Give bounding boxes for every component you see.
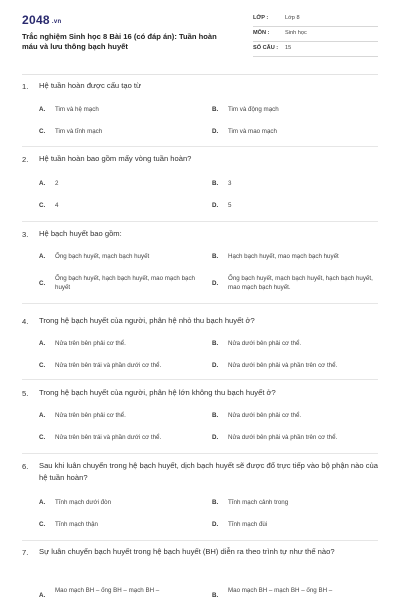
option-text: Tĩnh mạch thận — [55, 521, 98, 528]
option-text: Nửa trên bên trái và phần dưới cơ thể. — [55, 362, 162, 369]
option-text: Nửa dưới bên phải và phần trên cơ thể. — [228, 362, 338, 369]
site-logo[interactable] — [22, 13, 61, 27]
option-text: 5 — [228, 202, 232, 209]
option-text: 3 — [228, 180, 232, 187]
option-text: Nửa trên bên phải cơ thể. — [55, 412, 126, 419]
option-letter: A. — [39, 412, 46, 419]
option-text: Nửa trên bên phải cơ thể. — [55, 340, 126, 347]
option-letter: C. — [39, 521, 46, 528]
option-letter: B. — [212, 412, 219, 419]
question-number: 6. — [22, 462, 29, 471]
option-letter: C. — [39, 128, 46, 135]
option-letter: B. — [212, 253, 219, 260]
option-letter: A. — [39, 180, 46, 187]
logo-text: 2048 — [22, 13, 50, 27]
question-text: Sự luân chuyển bạch huyết trong hệ bạch huyết (BH) diễn ra theo trình tự như thế nào? — [39, 547, 335, 556]
question-divider — [22, 540, 378, 541]
option-text: Tĩnh mạch cảnh trong — [228, 499, 289, 506]
option-letter: A. — [39, 499, 46, 506]
option-text: Mao mạch BH – ống BH – mạch BH – — [55, 587, 160, 594]
option-text: Tim và hệ mạch — [55, 106, 99, 113]
question-number: 7. — [22, 548, 29, 557]
document-header — [0, 0, 400, 70]
option-text: Ống bạch huyết, hạch bạch huyết, mao mạch bạch huyết — [55, 275, 195, 291]
meta-subject-label: MÔN : — [253, 30, 270, 36]
option-letter: D. — [212, 521, 219, 528]
header-divider — [22, 74, 378, 75]
option-text: Nửa dưới bên phải cơ thể. — [228, 340, 302, 347]
question-text: Trong hệ bạch huyết của người, phân hệ lớn không thu bạch huyết ở? — [39, 388, 276, 397]
option-text: Tim và động mạch — [228, 106, 279, 113]
question-text: Trong hệ bạch huyết của người, phân hệ nhỏ thu bạch huyết ở? — [39, 316, 255, 325]
option-letter: A. — [39, 106, 46, 113]
option-letter: C. — [39, 280, 46, 287]
option-letter: D. — [212, 128, 219, 135]
option-letter: B. — [212, 106, 219, 113]
option-letter: B. — [212, 592, 219, 599]
question-text: Hệ tuần hoàn được cấu tạo từ — [39, 81, 142, 90]
meta-grade-value: Lớp 8 — [285, 15, 300, 21]
question-number: 5. — [22, 389, 29, 398]
question-divider — [22, 379, 378, 380]
question-number: 3. — [22, 230, 29, 239]
option-text: Nửa dưới bên phải cơ thể. — [228, 412, 302, 419]
question-number: 2. — [22, 155, 29, 164]
question-text: Hệ bạch huyết bao gồm: — [39, 229, 122, 238]
option-text: Tĩnh mạch dưới đòn — [55, 499, 112, 506]
question-divider — [22, 221, 378, 222]
option-text: Nửa dưới bên phải và phần trên cơ thể. — [228, 434, 338, 441]
option-letter: D. — [212, 202, 219, 209]
question-divider — [22, 146, 378, 147]
question-divider — [22, 453, 378, 454]
option-letter: C. — [39, 362, 46, 369]
option-text: Tim và tĩnh mạch — [55, 128, 103, 135]
meta-count-row — [253, 43, 378, 57]
option-text: Tĩnh mạch đùi — [228, 521, 268, 528]
option-text: 4 — [55, 202, 59, 209]
option-letter: C. — [39, 434, 46, 441]
option-text: Nửa trên bên trái và phần dưới cơ thể. — [55, 434, 162, 441]
option-letter: A. — [39, 253, 46, 260]
logo-suffix: .vn — [51, 19, 62, 25]
option-letter: B. — [212, 499, 219, 506]
meta-grade-row — [253, 13, 378, 27]
option-letter: D. — [212, 362, 219, 369]
question-text: Sau khi luân chuyển trong hệ bạch huyết, dịch bạch huyết sẽ được đổ trực tiếp vào bộ phận nào của hệ tuần hoàn? — [39, 461, 378, 482]
meta-grade-label: LỚP : — [253, 15, 269, 21]
option-letter: A. — [39, 340, 46, 347]
option-text: Ống bạch huyết, mạch bạch huyết — [55, 253, 150, 260]
option-letter: B. — [212, 340, 219, 347]
option-text: Hạch bạch huyết, mao mạch bạch huyết — [228, 253, 339, 260]
question-number: 1. — [22, 82, 29, 91]
meta-count-value: 15 — [285, 45, 292, 51]
option-letter: D. — [212, 280, 219, 287]
option-text: 2 — [55, 180, 59, 187]
meta-count-label: SỐ CÂU : — [253, 45, 279, 51]
meta-subject-value: Sinh học — [285, 30, 307, 36]
question-number: 4. — [22, 317, 29, 326]
option-text: Tim và mao mạch — [228, 128, 277, 135]
option-text: Ống bạch huyết, mạch bạch huyết, hạch bạch huyết, mao mạch bạch huyết. — [228, 275, 373, 291]
option-letter: C. — [39, 202, 46, 209]
meta-subject-row — [253, 28, 378, 42]
document-title: Trắc nghiệm Sinh học 8 Bài 16 (có đáp án): Tuần hoàn máu và lưu thông bạch huyết — [22, 32, 217, 51]
question-divider — [22, 303, 378, 304]
question-text: Hệ tuần hoàn bao gồm mấy vòng tuần hoàn? — [39, 154, 192, 163]
option-letter: A. — [39, 592, 46, 599]
option-text: Mao mạch BH – mạch BH – ống BH – — [228, 587, 333, 594]
option-letter: D. — [212, 434, 219, 441]
option-letter: B. — [212, 180, 219, 187]
